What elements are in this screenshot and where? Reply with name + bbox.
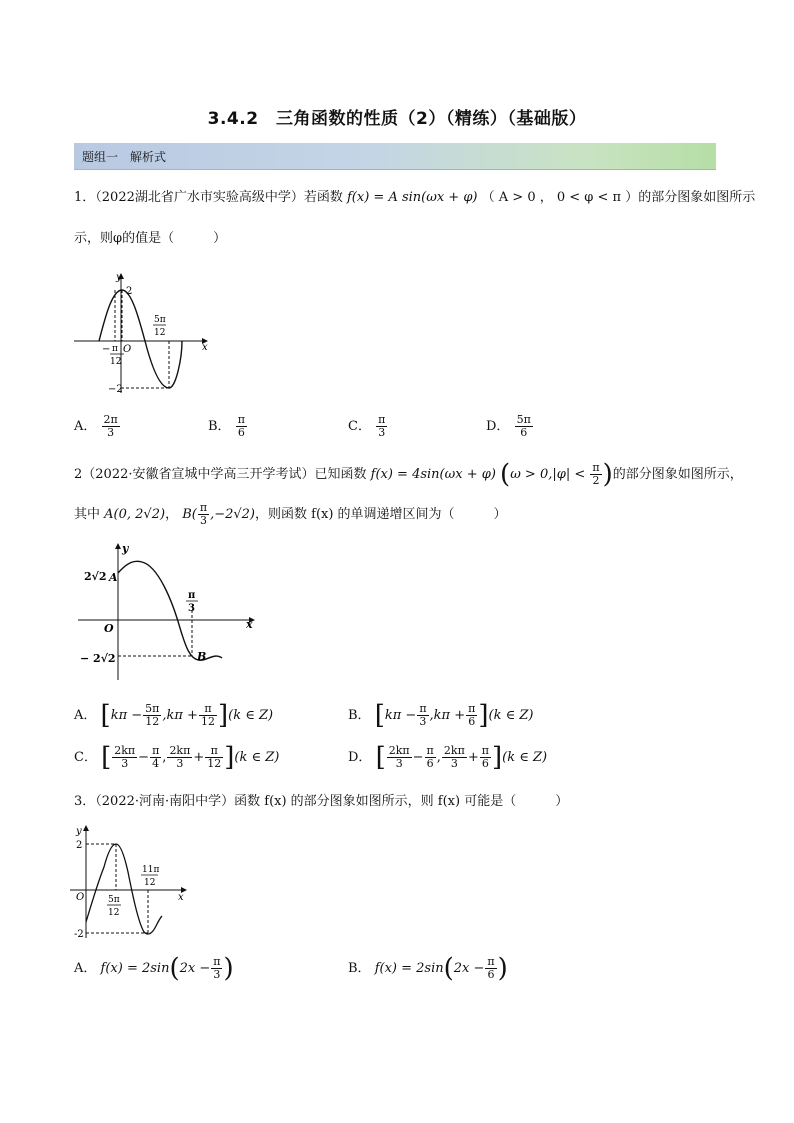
- q1-b-num: π: [237, 413, 245, 426]
- q1-a-den: 3: [107, 426, 115, 439]
- q3-a-num-opt: π: [213, 955, 221, 968]
- q2-b-d2: 6: [468, 715, 476, 728]
- q2-curve: [118, 561, 222, 660]
- q2-d-frac0: [387, 745, 412, 770]
- q2-option-a[interactable]: A． [kπ − $\frac{5\pi}{12}$ ,kπ + $\frac{\pi}{12}$ ](k ∈ Z): [74, 700, 274, 731]
- q1-formula: f(x) = A sin(ωx + φ): [347, 190, 478, 205]
- q3-origin: O: [76, 892, 85, 903]
- q1-stem-line1: [74, 190, 755, 206]
- q3-b-frac: [485, 956, 496, 981]
- q2-d-tail: (k ∈ Z): [502, 750, 548, 765]
- q2-suffix: 的部分图象如图所示，: [612, 467, 743, 482]
- q2-formula: f(x) = 4sin(ωx + φ): [370, 467, 496, 482]
- q3-option-b[interactable]: B． f(x) = 2sin(2x − $\frac{\pi}{6}$ ): [348, 953, 508, 984]
- q2-c-plus: +: [193, 750, 205, 765]
- q1-d-den: 6: [520, 426, 528, 439]
- q2-graph: [76, 540, 261, 685]
- q2-c-tail: (k ∈ Z): [234, 750, 280, 765]
- q2-c-frac2: [205, 745, 223, 770]
- q2-d-n0: 2kπ: [388, 744, 410, 757]
- q2-b-n2: π: [468, 702, 476, 715]
- q2-cond-frac: [590, 462, 601, 487]
- q2-option-b-label: B．: [348, 708, 371, 723]
- q2-d-plus: +: [467, 750, 479, 765]
- q2-origin: O: [104, 622, 114, 635]
- q1-y-top: 2: [126, 286, 133, 297]
- q2-line2-suffix: ，则函数 f(x) 的单调递增区间为（ ）: [255, 507, 507, 522]
- q1-y-bottom: −2: [108, 384, 123, 395]
- q2-point-b-pre: B(: [182, 507, 197, 522]
- q2-option-c[interactable]: C． [ $\frac{2k\pi}{3}$ − $\frac{\pi}{4}$ , $\frac{2k\pi}{3}$ + $\frac{\pi}{12}$ ](k ∈ Z): [74, 742, 280, 773]
- q3-stem: 3．（2022·河南·南阳中学）函数 f(x) 的部分图象如图所示，则 f(x) 可能是（ ）: [74, 794, 569, 809]
- q1-left-sign: −: [102, 344, 111, 355]
- q1-suffix: 的部分图象如图所示: [638, 190, 756, 205]
- q2-point-a-coord: A(0, 2√2): [104, 507, 166, 522]
- q1-curve: [99, 290, 182, 388]
- q2-d-comma: ,: [436, 750, 441, 765]
- page-title: 3.4.2 三角函数的性质（2）（精练）（基础版）: [207, 109, 587, 129]
- q2-pi-num: π: [188, 590, 196, 601]
- q2-b-tail: (k ∈ Z): [488, 708, 534, 723]
- q2-d-n1: π: [426, 744, 434, 757]
- q2-c-n3: 2kπ: [169, 744, 191, 757]
- q2-cond-den: 2: [592, 474, 600, 487]
- q2-c-d3: 3: [176, 757, 184, 770]
- q1-prefix: 1．（2022湖北省广水市实验高级中学）若函数: [74, 190, 343, 205]
- q2-d-frac3: [442, 745, 467, 770]
- q1-d-num: 5π: [516, 413, 531, 426]
- q1-option-d-label: D．: [486, 419, 510, 434]
- q1-c-num: π: [378, 413, 386, 426]
- q2-d-minus: −: [412, 750, 424, 765]
- q2-c-minus: −: [138, 750, 150, 765]
- q2-pi-den: 3: [188, 603, 195, 614]
- q3-y-bottom: -2: [74, 929, 84, 940]
- q2-a-d2: 12: [200, 715, 215, 728]
- q2-point-b-label: B: [197, 650, 207, 663]
- q1-condition: （ A > 0 ， 0 < φ < π ）: [481, 190, 639, 205]
- q3-a-den: 12: [108, 908, 120, 918]
- q2-a-n2: π: [199, 703, 217, 716]
- q3-a-num: 5π: [108, 895, 120, 905]
- q1-option-d-frac: [515, 414, 533, 439]
- q3-y-label: y: [76, 826, 82, 837]
- q1-option-b-frac: [236, 414, 247, 439]
- q2-c-comma: ,: [162, 750, 167, 765]
- q2-c-d0: 3: [121, 757, 129, 770]
- q3-x-label: x: [178, 892, 184, 903]
- q3-b-den-opt: 6: [487, 968, 495, 981]
- q3-a-den-opt: 3: [213, 968, 221, 981]
- q2-a-n1: 5π: [145, 702, 160, 715]
- q1-option-b[interactable]: [208, 414, 248, 439]
- q2-b-n1: π: [419, 702, 427, 715]
- q2-point-b-frac: [198, 502, 209, 527]
- q2-prefix: 2（2022·安徽省宣城中学高三开学考试）已知函数: [74, 467, 367, 482]
- q2-b-frac2: [466, 703, 477, 728]
- q1-option-a[interactable]: [74, 414, 121, 439]
- q2-c-n0: 2kπ: [114, 744, 136, 757]
- q2-a-part2: ,kπ +: [162, 708, 198, 723]
- q1-left-den: 12: [110, 357, 122, 367]
- q3-y-top: 2: [76, 840, 83, 851]
- q3-option-a[interactable]: A． f(x) = 2sin(2x − $\frac{\pi}{3}$ ): [74, 953, 234, 984]
- q2-option-d-label: D．: [348, 750, 372, 765]
- q2-a-part1: kπ −: [110, 708, 143, 723]
- q1-option-b-label: B．: [208, 419, 231, 434]
- q1-a-num: 2π: [103, 413, 118, 426]
- q3-curve: [86, 844, 162, 934]
- q2-d-n2: π: [481, 744, 489, 757]
- q2-stem-line2: 其中 A(0, 2√2)， B( $\frac{\pi}{3}$ ,−2√2)，则函数 f(x) 的单调递增区间为（ ）: [74, 501, 507, 527]
- section-title: 题组一 解析式: [82, 150, 167, 164]
- q3-option-a-label: A．: [74, 961, 97, 976]
- q3-a-arg: 2x −: [179, 961, 211, 976]
- q2-b-part2: ,kπ +: [429, 708, 466, 723]
- q2-a-tail: (k ∈ Z): [228, 708, 274, 723]
- q2-d-d0: 3: [395, 757, 403, 770]
- q1-option-c-frac: [376, 414, 387, 439]
- q1-option-c[interactable]: [348, 414, 388, 439]
- q3-b-arg: 2x −: [453, 961, 485, 976]
- q2-point-a-label: A: [109, 571, 118, 584]
- q1-right-num: 5π: [154, 315, 166, 325]
- q2-stem-line1: 2（2022·安徽省宣城中学高三开学考试）已知函数 f(x) = 4sin(ωx + φ) (ω > 0,|φ| < $\frac{\pi}{2}$ )的部分图象如图所示，: [74, 459, 743, 490]
- q1-option-c-label: C．: [348, 419, 371, 434]
- section-bar: [74, 143, 716, 170]
- q2-c-frac3: [167, 745, 192, 770]
- q1-c-den: 3: [378, 426, 386, 439]
- q3-b-den: 12: [144, 878, 156, 888]
- q2-c-d1: 4: [152, 757, 160, 770]
- q2-d-d3: 3: [450, 757, 458, 770]
- q2-line2-prefix: 其中: [74, 507, 101, 522]
- q3-a-frac: [211, 956, 222, 981]
- q2-b-frac1: [417, 703, 428, 728]
- q2-c-frac0: [112, 745, 137, 770]
- q3-b-pre: f(x) = 2sin: [374, 961, 444, 976]
- q2-b-num: π: [199, 501, 208, 514]
- q2-option-d[interactable]: D． [ $\frac{2k\pi}{3}$ − $\frac{\pi}{6}$ , $\frac{2k\pi}{3}$ + $\frac{\pi}{6}$ ](k ∈ Z): [348, 742, 548, 773]
- q1-right-den: 12: [154, 328, 166, 338]
- q1-y-label: y: [116, 272, 122, 283]
- q2-d-frac1: [425, 745, 436, 770]
- q2-condition: ω > 0,|φ| <: [510, 467, 586, 482]
- q2-point-b-post: ,−2√2): [210, 507, 255, 522]
- q1-b-den: 6: [237, 426, 245, 439]
- q2-a-d1: 12: [145, 715, 160, 728]
- q2-option-a-label: A．: [74, 708, 97, 723]
- q2-a-frac2: [199, 703, 217, 728]
- q2-d-d1: 6: [426, 757, 434, 770]
- q2-top-label: 2√2: [84, 570, 107, 583]
- q1-option-a-frac: [102, 414, 120, 439]
- q3-b-num-opt: π: [487, 955, 495, 968]
- q1-stem-line2: 示，则φ的值是（ ）: [74, 231, 227, 246]
- q1-option-d[interactable]: [486, 414, 534, 439]
- q2-d-frac2: [480, 745, 491, 770]
- q2-c-d2: 12: [207, 757, 222, 770]
- q1-left-num: π: [112, 344, 118, 354]
- q3-graph: [70, 822, 190, 940]
- q2-bottom-label: − 2√2: [80, 652, 116, 665]
- q2-y-label: y: [122, 542, 129, 555]
- q2-cond-num: π: [592, 461, 600, 474]
- q2-option-b[interactable]: B． [kπ − $\frac{\pi}{3}$ ,kπ + $\frac{\pi}{6}$ ](k ∈ Z): [348, 700, 534, 731]
- q2-c-frac1: [150, 745, 161, 770]
- q2-b-d1: 3: [419, 715, 427, 728]
- q2-b-part1: kπ −: [384, 708, 417, 723]
- q2-c-n1: π: [152, 744, 160, 757]
- q2-d-d2: 6: [481, 757, 489, 770]
- q2-a-frac1: [143, 703, 161, 728]
- q2-d-n3: 2kπ: [443, 744, 465, 757]
- q1-graph: [72, 268, 217, 396]
- q2-x-label: x: [246, 618, 253, 631]
- q3-b-num: 11π: [142, 865, 160, 875]
- q3-option-b-label: B．: [348, 961, 371, 976]
- q2-c-n2: π: [205, 745, 223, 758]
- q1-option-a-label: A．: [74, 419, 97, 434]
- q1-x-label: x: [202, 342, 208, 353]
- q2-option-c-label: C．: [74, 750, 97, 765]
- q1-origin: O: [123, 344, 132, 355]
- q2-b-den: 3: [199, 514, 207, 527]
- q3-a-pre: f(x) = 2sin: [100, 961, 170, 976]
